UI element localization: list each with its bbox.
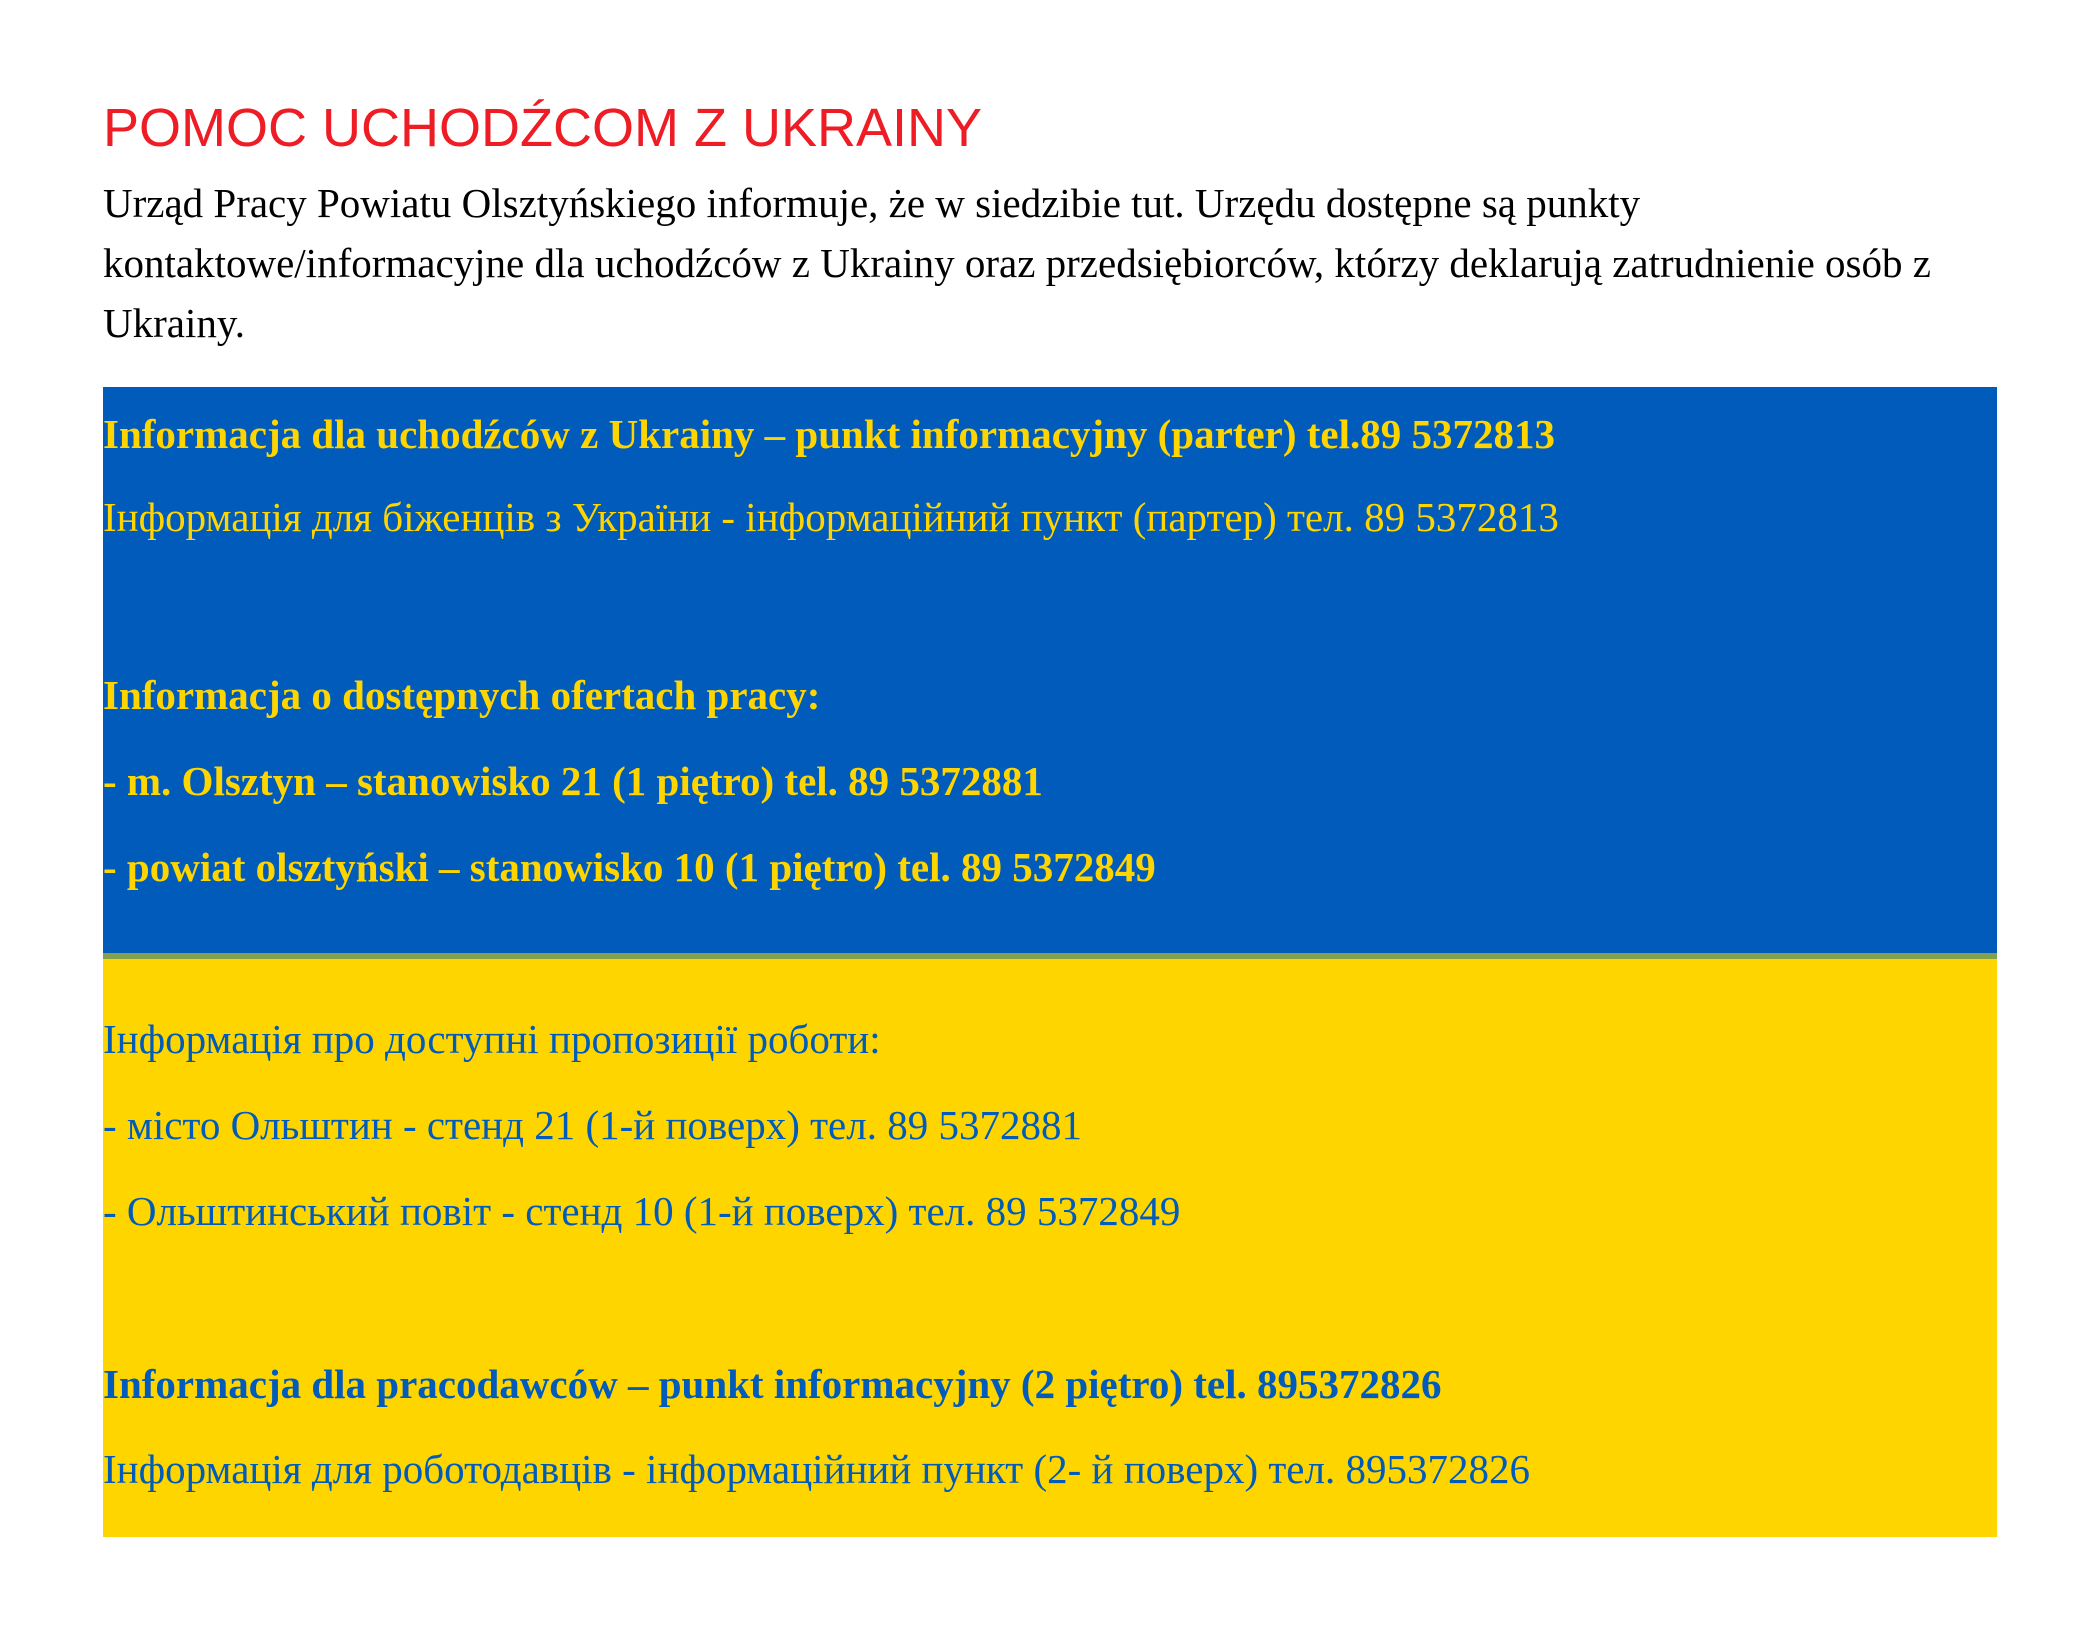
employers-info-pl: Informacja dla pracodawców – punkt informacyjny (2 piętro) tel. 895372826 — [103, 1361, 1442, 1407]
yellow-info-section — [103, 959, 1997, 1537]
refugee-info-pl: Informacja dla uchodźców z Ukrainy – punkt informacyjny (parter) tel.89 5372813 — [103, 411, 1555, 457]
refugee-info-uk: Інформація для біженців з України - інформаційний пункт (партер) тел. 89 5372813 — [103, 494, 1559, 540]
employers-info-uk: Інформація для роботодавців - інформаційний пункт (2- й поверх) тел. 895372826 — [103, 1446, 1530, 1492]
job-offers-heading-uk: Інформація про доступні пропозиції роботи: — [103, 1016, 881, 1062]
olsztyn-city-contact-pl: - m. Olsztyn – stanowisko 21 (1 piętro) tel. 89 5372881 — [103, 758, 1043, 804]
olsztyn-county-contact-uk: - Ольштинський повіт - стенд 10 (1-й поверх) тел. 89 5372849 — [103, 1188, 1181, 1234]
blue-info-section — [103, 387, 1997, 959]
page-title: POMOC UCHODŹCOM Z UKRAINY — [103, 98, 983, 158]
olsztyn-county-contact-pl: - powiat olsztyński – stanowisko 10 (1 piętro) tel. 89 5372849 — [103, 844, 1156, 890]
olsztyn-city-contact-uk: - місто Ольштин - стенд 21 (1-й поверх) тел. 89 5372881 — [103, 1102, 1082, 1148]
intro-paragraph: Urząd Pracy Powiatu Olsztyńskiego informuje, że w siedzibie tut. Urzędu dostępne są punkty kontaktowe/informacyjne dla uchodźców z Ukrainy oraz przedsiębiorców, którzy deklarują zatrudnienie osób z Ukrainy. — [103, 180, 1931, 346]
job-offers-heading-pl: Informacja o dostępnych ofertach pracy: — [103, 672, 821, 718]
